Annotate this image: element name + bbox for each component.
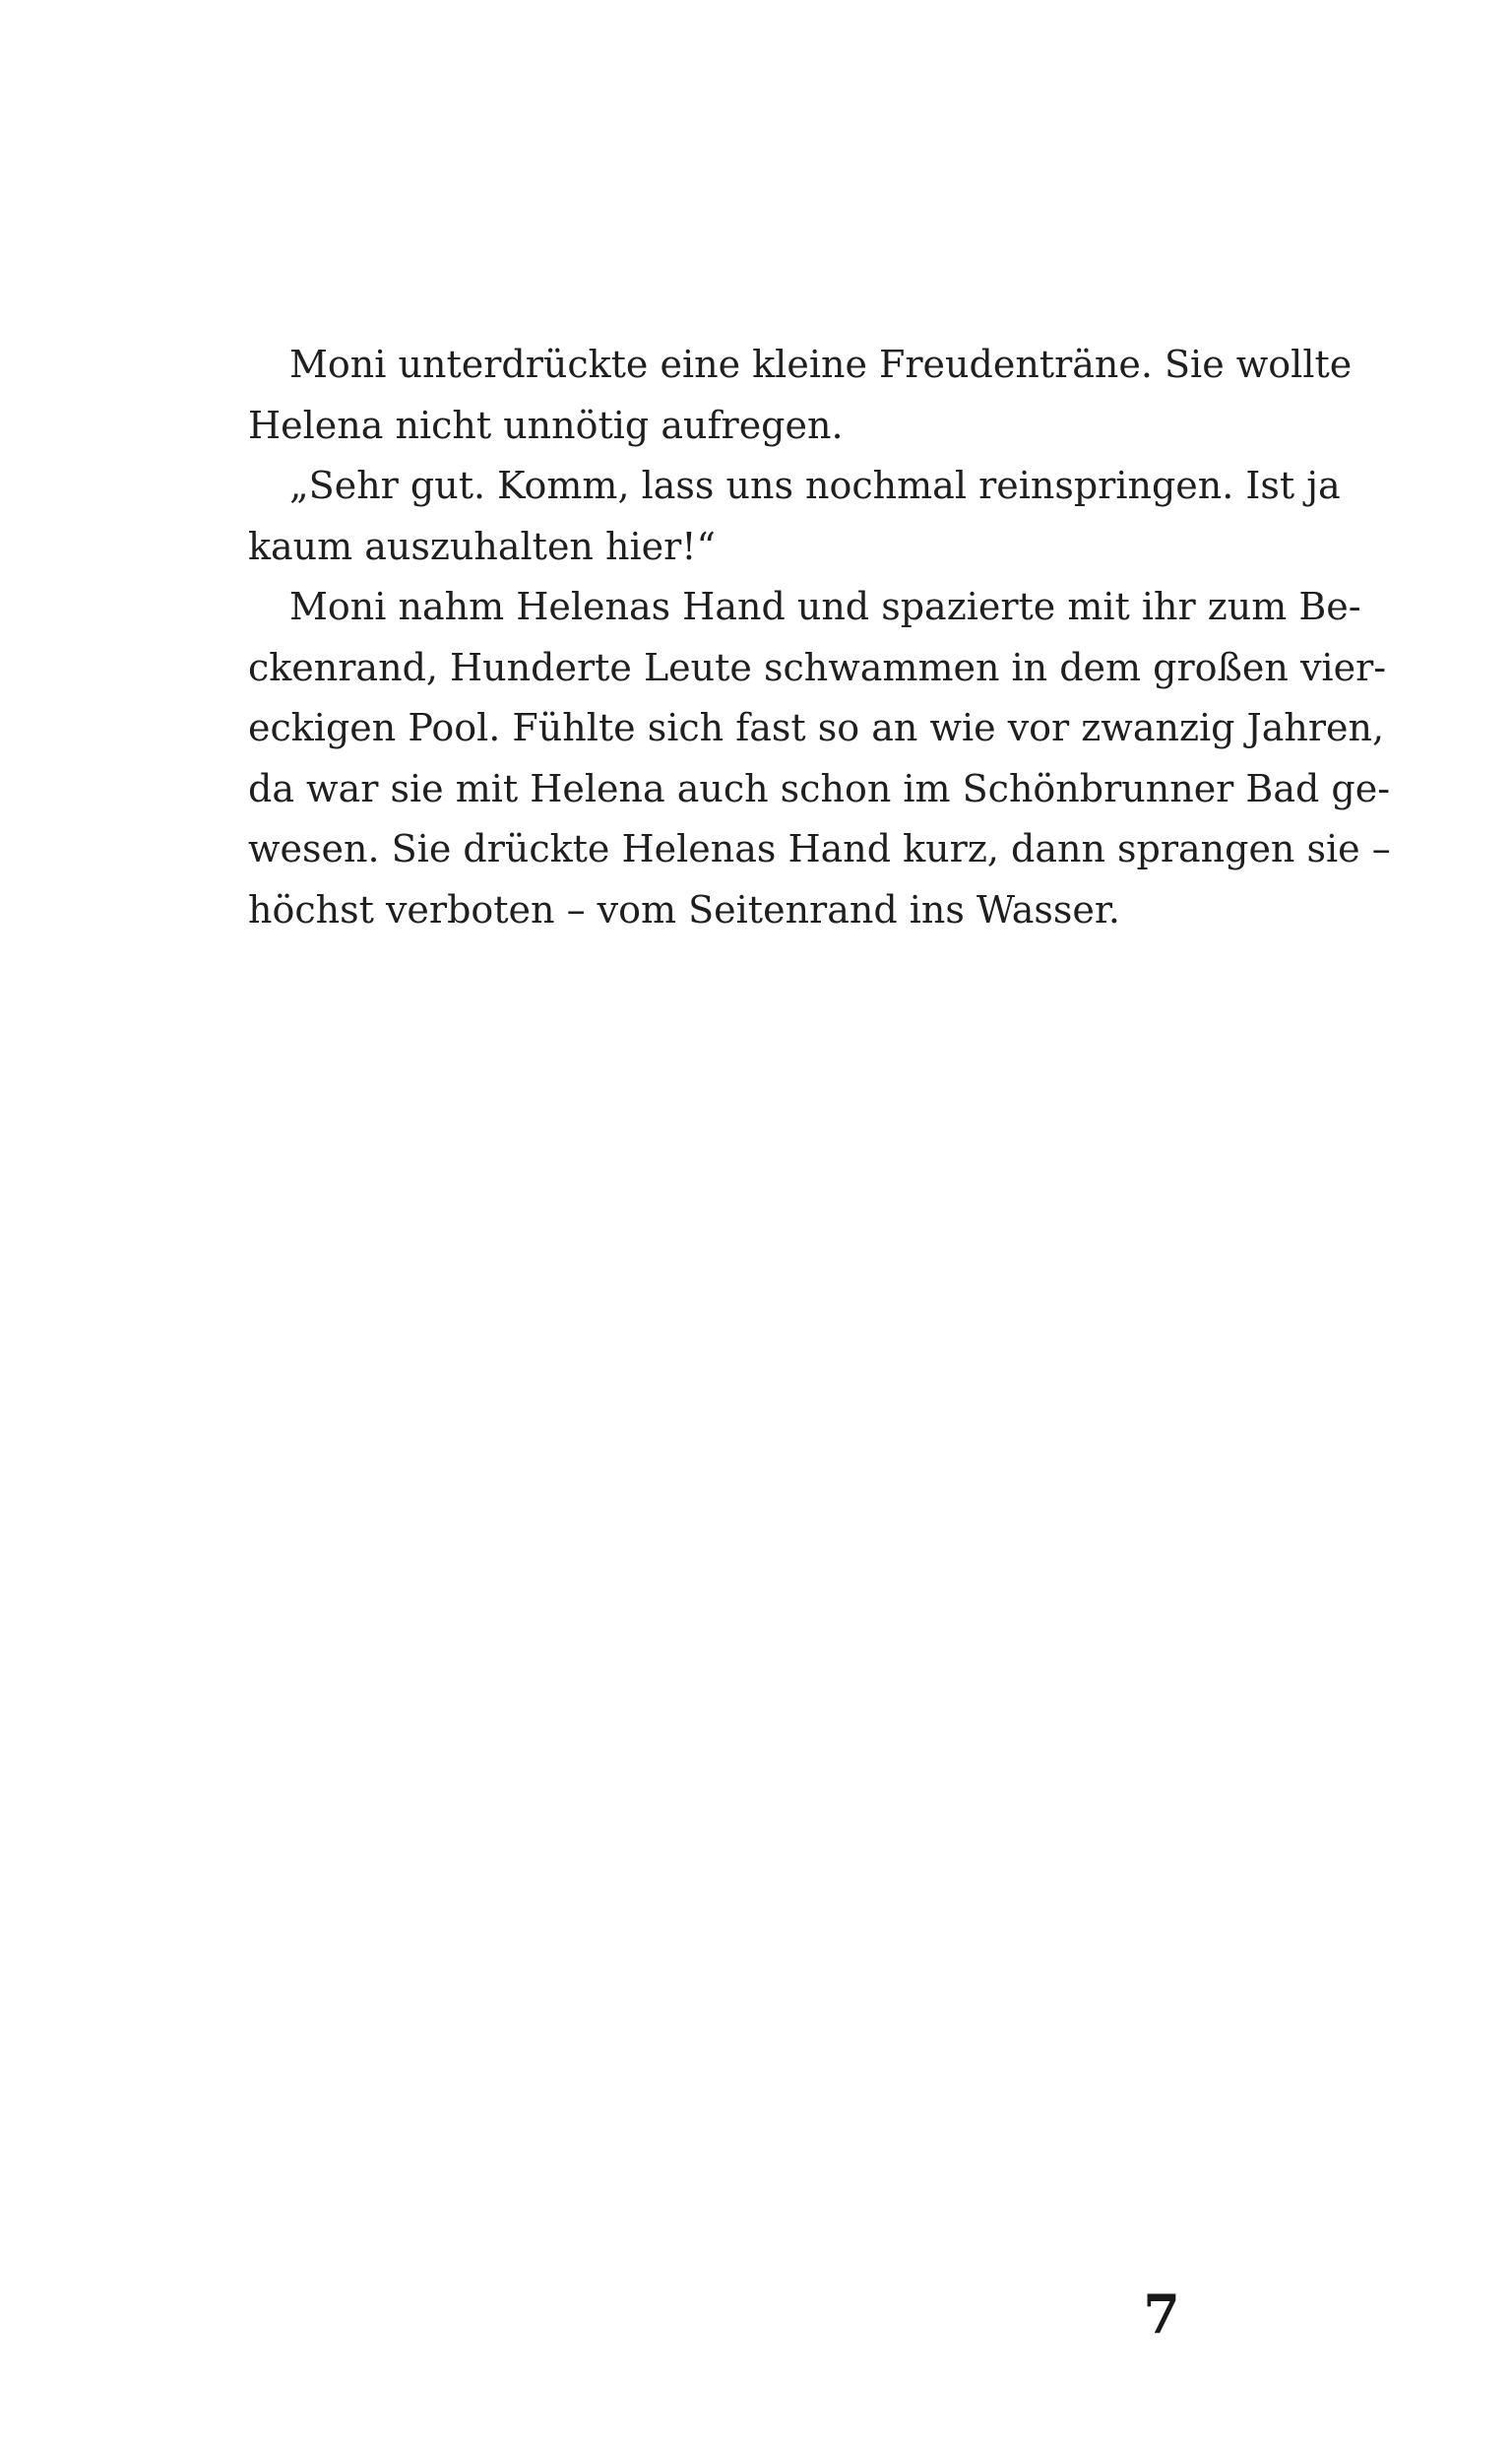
text-line: wesen. Sie drückte Helenas Hand kurz, dann sprangen sie – <box>248 827 1391 870</box>
text-line: „Sehr gut. Komm, lass uns nochmal reinspringen. Ist ja <box>289 464 1341 507</box>
body-text <box>248 335 1391 940</box>
text-line: höchst verboten – vom Seitenrand ins Wasser. <box>248 887 1120 932</box>
text-line: ckenrand, Hunderte Leute schwammen in dem großen vier- <box>248 645 1387 689</box>
text-line: Moni nahm Helenas Hand und spazierte mit ihr zum Be- <box>289 585 1361 628</box>
text-line: eckigen Pool. Fühlte sich fast so an wie vor zwanzig Jahren, <box>248 706 1385 749</box>
text-line: da war sie mit Helena auch schon im Schönbrunner Bad ge- <box>248 766 1391 810</box>
text-line: kaum auszuhalten hier!“ <box>248 524 716 568</box>
text-line: Helena nicht unnötig aufregen. <box>248 403 844 447</box>
page-number: 7 <box>1143 2282 1180 2346</box>
text-line: Moni unterdrückte eine kleine Freudenträne. Sie wollte <box>289 343 1353 386</box>
